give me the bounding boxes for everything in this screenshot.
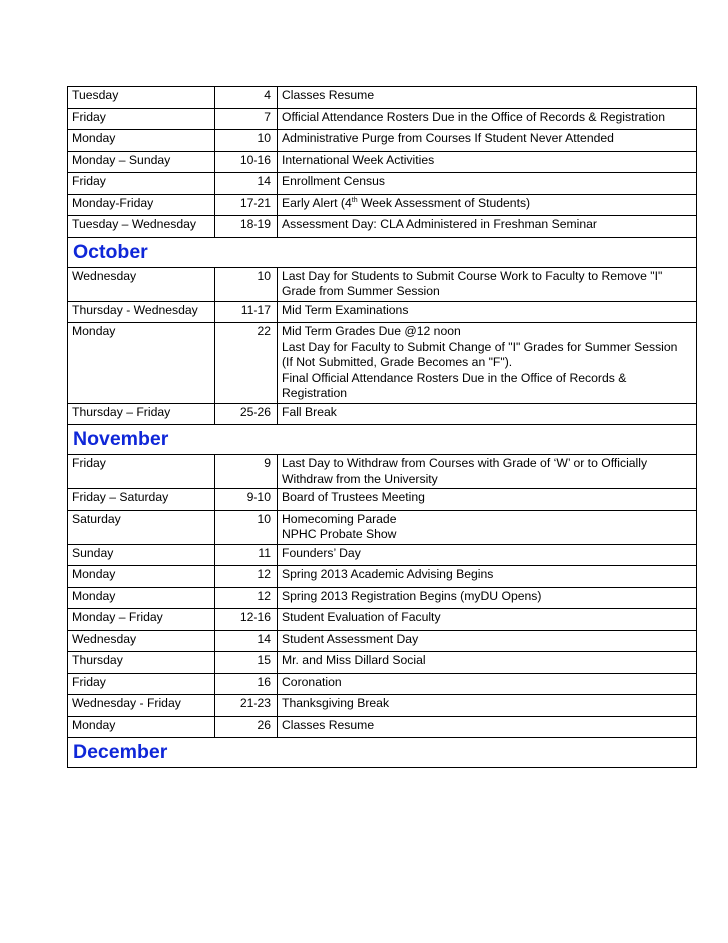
description-line: Student Evaluation of Faculty	[282, 610, 441, 624]
calendar-row	[68, 455, 697, 489]
date-cell: 11-17	[215, 301, 278, 323]
calendar-row	[68, 609, 697, 631]
description-cell	[278, 403, 697, 425]
academic-calendar	[67, 86, 697, 768]
calendar-row	[68, 587, 697, 609]
calendar-row	[68, 566, 697, 588]
description-line: Mid Term Examinations	[282, 302, 409, 317]
date-cell: 25-26	[215, 403, 278, 425]
description-line: Mid Term Grades Due @12 noon	[282, 324, 461, 338]
calendar-row	[68, 216, 697, 238]
month-header-row	[68, 738, 697, 768]
description-cell	[278, 489, 697, 511]
day-cell: Friday	[68, 108, 215, 130]
day-cell: Friday	[68, 173, 215, 195]
calendar-row	[68, 194, 697, 216]
description-line: Enrollment Census	[282, 174, 385, 188]
calendar-row	[68, 108, 697, 130]
calendar-row	[68, 695, 697, 717]
description-line: Administrative Purge from Courses If Student Never Attended	[282, 131, 614, 145]
day-cell: Monday-Friday	[68, 194, 215, 216]
date-cell: 10	[215, 130, 278, 152]
date-cell: 21-23	[215, 695, 278, 717]
day-cell: Monday	[68, 130, 215, 152]
description-cell	[278, 630, 697, 652]
day-cell: Thursday - Wednesday	[68, 301, 215, 323]
date-cell: 16	[215, 673, 278, 695]
description-line: Board of Trustees Meeting	[282, 490, 425, 504]
date-cell: 10	[215, 510, 278, 544]
calendar-row	[68, 323, 697, 404]
calendar-row	[68, 652, 697, 674]
description-cell	[278, 87, 697, 109]
description-line: Thanksgiving Break	[282, 696, 390, 710]
day-cell: Friday – Saturday	[68, 489, 215, 511]
description-cell	[278, 673, 697, 695]
calendar-row	[68, 716, 697, 738]
day-cell: Monday	[68, 716, 215, 738]
description-cell	[278, 695, 697, 717]
day-cell: Wednesday - Friday	[68, 695, 215, 717]
date-cell: 12-16	[215, 609, 278, 631]
description-line: Fall Break	[282, 404, 337, 419]
description-line: NPHC Probate Show	[282, 527, 397, 541]
description-line: Last Day to Withdraw from Courses with Grade of ‘W’ or to Officially Withdraw from the University	[282, 456, 648, 486]
description-cell	[278, 151, 697, 173]
calendar-row	[68, 510, 697, 544]
date-cell: 9	[215, 455, 278, 489]
calendar-row	[68, 630, 697, 652]
date-cell: 14	[215, 173, 278, 195]
description-cell	[278, 609, 697, 631]
month-heading: December	[68, 738, 697, 768]
calendar-row	[68, 544, 697, 566]
description-cell	[278, 323, 697, 404]
date-cell: 10-16	[215, 151, 278, 173]
date-cell: 17-21	[215, 194, 278, 216]
description-cell	[278, 173, 697, 195]
day-cell: Thursday	[68, 652, 215, 674]
calendar-row	[68, 301, 697, 323]
description-cell	[278, 566, 697, 588]
date-cell: 9-10	[215, 489, 278, 511]
description-cell	[278, 716, 697, 738]
description-cell	[278, 130, 697, 152]
description-cell	[278, 544, 697, 566]
calendar-row	[68, 403, 697, 425]
month-header-row	[68, 237, 697, 267]
calendar-row	[68, 87, 697, 109]
day-cell: Monday	[68, 566, 215, 588]
description-line: Classes Resume	[282, 717, 375, 732]
description-line: Spring 2013 Academic Advising Begins	[282, 567, 494, 581]
date-cell: 18-19	[215, 216, 278, 238]
description-line: Official Attendance Rosters Due in the Office of Records & Registration	[282, 109, 665, 124]
description-cell	[278, 194, 697, 216]
month-heading: November	[68, 425, 697, 455]
day-cell: Monday – Friday	[68, 609, 215, 631]
day-cell: Monday	[68, 587, 215, 609]
ordinal-suffix: th	[351, 196, 358, 204]
date-cell: 4	[215, 87, 278, 109]
day-cell: Thursday – Friday	[68, 403, 215, 425]
description-cell	[278, 587, 697, 609]
description-line: Coronation	[282, 674, 342, 689]
date-cell: 26	[215, 716, 278, 738]
description-line: Final Official Attendance Rosters Due in the Office of Records & Registration	[282, 370, 627, 400]
calendar-row	[68, 151, 697, 173]
description-line: Spring 2013 Registration Begins (myDU Opens)	[282, 588, 542, 603]
description-line: Last Day for Faculty to Submit Change of "I" Grades for Summer Session (If Not Submitted, Grade Becomes an "F").	[282, 339, 678, 369]
calendar-row	[68, 173, 697, 195]
calendar-row	[68, 130, 697, 152]
description-line: Early Alert (4th Week Assessment of Students)	[282, 195, 531, 210]
date-cell: 14	[215, 630, 278, 652]
description-cell	[278, 510, 697, 544]
date-cell: 11	[215, 544, 278, 566]
description-cell	[278, 216, 697, 238]
day-cell: Friday	[68, 455, 215, 489]
description-cell	[278, 455, 697, 489]
date-cell: 12	[215, 587, 278, 609]
day-cell: Tuesday – Wednesday	[68, 216, 215, 238]
description-line: Classes Resume	[282, 88, 375, 102]
day-cell: Monday	[68, 323, 215, 404]
day-cell: Saturday	[68, 510, 215, 544]
day-cell: Wednesday	[68, 630, 215, 652]
day-cell: Wednesday	[68, 267, 215, 301]
day-cell: Friday	[68, 673, 215, 695]
description-line: International Week Activities	[282, 152, 435, 167]
month-heading: October	[68, 237, 697, 267]
date-cell: 10	[215, 267, 278, 301]
calendar-row	[68, 267, 697, 301]
date-cell: 7	[215, 108, 278, 130]
description-line: Assessment Day: CLA Administered in Freshman Seminar	[282, 217, 597, 231]
calendar-table	[67, 86, 697, 768]
day-cell: Monday – Sunday	[68, 151, 215, 173]
calendar-row	[68, 673, 697, 695]
calendar-row	[68, 489, 697, 511]
description-cell	[278, 108, 697, 130]
day-cell: Tuesday	[68, 87, 215, 109]
description-cell	[278, 267, 697, 301]
description-line: Mr. and Miss Dillard Social	[282, 653, 426, 667]
description-line: Student Assessment Day	[282, 631, 419, 646]
date-cell: 22	[215, 323, 278, 404]
description-line: Founders’ Day	[282, 545, 361, 560]
description-cell	[278, 652, 697, 674]
date-cell: 15	[215, 652, 278, 674]
day-cell: Sunday	[68, 544, 215, 566]
month-header-row	[68, 425, 697, 455]
description-line: Last Day for Students to Submit Course Work to Faculty to Remove "I" Grade from Summer Session	[282, 268, 663, 298]
description-cell	[278, 301, 697, 323]
date-cell: 12	[215, 566, 278, 588]
description-line: Homecoming Parade	[282, 511, 397, 526]
